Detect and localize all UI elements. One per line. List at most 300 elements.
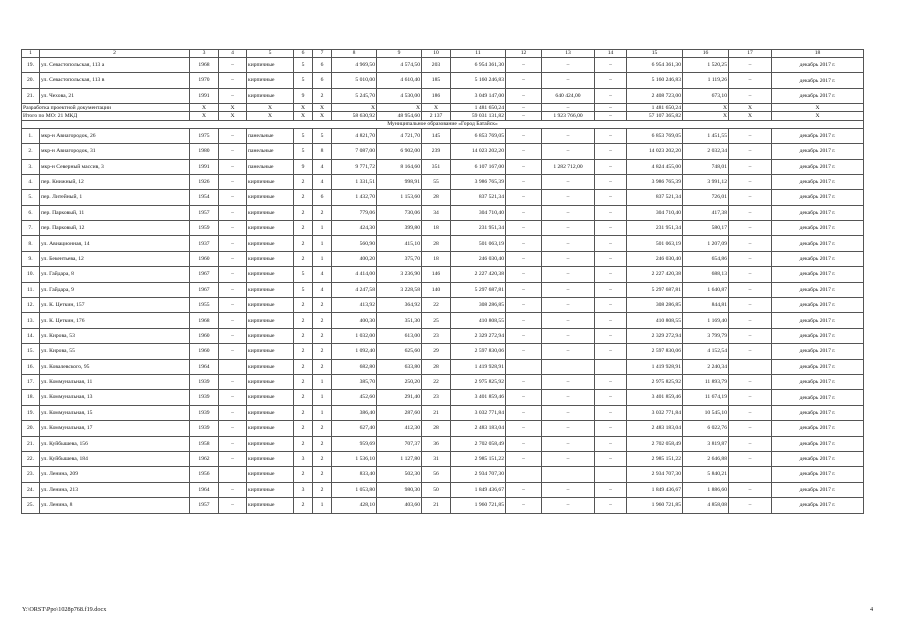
table-cell: 11 893,79 [683, 374, 729, 389]
table-cell: 57 107 365,82 [627, 112, 683, 120]
column-number-cell: 11 [451, 50, 506, 58]
table-cell: ул. Ленина, 8 [40, 498, 190, 513]
table-cell: – [219, 236, 247, 251]
table-cell: 5 010,00 [332, 73, 377, 88]
table-cell: кирпичные [247, 236, 294, 251]
table-cell: 3 032 771,84 [627, 405, 683, 420]
table-cell: 1 119,26 [683, 73, 729, 88]
table-row [22, 174, 864, 189]
table-cell: декабрь 2017 г. [772, 205, 864, 220]
table-cell: 2 975 825,92 [627, 374, 683, 389]
table-cell: ул. Чехова, 21 [40, 88, 190, 103]
table-cell: 9 [294, 159, 313, 174]
housing-repair-table [21, 49, 864, 514]
table-cell: кирпичные [247, 390, 294, 405]
table-cell: – [506, 104, 542, 112]
column-number-cell: 10 [422, 50, 451, 58]
table-cell: 1 [313, 498, 332, 513]
table-cell: 748,01 [683, 159, 729, 174]
table-cell: – [506, 374, 542, 389]
table-cell: 50 [422, 482, 451, 497]
table-cell: 1 [313, 221, 332, 236]
table-cell: 308 286,85 [627, 298, 683, 313]
table-cell: 1968 [190, 58, 219, 73]
column-number-cell: 14 [595, 50, 627, 58]
table-cell: X [294, 104, 313, 112]
table-cell: кирпичные [247, 344, 294, 359]
table-cell: 415,10 [377, 236, 422, 251]
table-cell: декабрь 2017 г. [772, 390, 864, 405]
table-cell: – [729, 344, 772, 359]
table-cell: 4 858,08 [683, 498, 729, 513]
table-cell: декабрь 2017 г. [772, 313, 864, 328]
table-cell: 654,86 [683, 251, 729, 266]
table-cell: 3 991,12 [683, 174, 729, 189]
table-cell: 2. [22, 144, 40, 159]
table-cell: декабрь 2017 г. [772, 482, 864, 497]
table-cell: ул. Кирова, 55 [40, 344, 190, 359]
table-cell: X [247, 112, 294, 120]
table-cell: 4. [22, 174, 40, 189]
section-title-row [22, 120, 864, 128]
table-cell: 4 721,70 [377, 128, 422, 143]
table-cell: – [219, 205, 247, 220]
table-cell: – [542, 58, 595, 73]
table-cell: кирпичные [247, 313, 294, 328]
table-cell: – [219, 267, 247, 282]
table-cell: ул. Бекентьева, 12 [40, 251, 190, 266]
table-cell: – [219, 498, 247, 513]
table-cell: 400,20 [332, 251, 377, 266]
table-cell: пер. Парковый, 11 [40, 205, 190, 220]
table-cell: – [219, 451, 247, 466]
table-cell: 2 934 707,30 [451, 467, 506, 482]
table-cell: – [729, 390, 772, 405]
table-cell: декабрь 2017 г. [772, 374, 864, 389]
table-cell: 2 483 183,04 [627, 421, 683, 436]
table-cell: 1956 [190, 467, 219, 482]
table-row [22, 359, 864, 374]
table-cell: 2 227 420,38 [627, 267, 683, 282]
table-cell: 14 023 202,20 [627, 144, 683, 159]
table-cell: 2 329 272,94 [451, 328, 506, 343]
table-cell: – [506, 405, 542, 420]
table-cell: ул. Севастопольская, 113 в [40, 73, 190, 88]
table-cell: кирпичные [247, 405, 294, 420]
table-cell: 1967 [190, 267, 219, 282]
table-cell: 203 [422, 58, 451, 73]
table-cell: 1 [313, 390, 332, 405]
row-label: Разработка проектной документации [22, 104, 190, 112]
table-cell: – [595, 267, 627, 282]
table-cell: 6 022,76 [683, 421, 729, 436]
table-cell: 231 951,34 [451, 221, 506, 236]
table-cell: – [219, 251, 247, 266]
table-cell: 1991 [190, 159, 219, 174]
row-label: Итого по МО: 21 МКД [22, 112, 190, 120]
table-cell: 2 [313, 451, 332, 466]
table-cell: кирпичные [247, 436, 294, 451]
table-cell: 3 799,79 [683, 328, 729, 343]
table-cell: 2 985 151,22 [451, 451, 506, 466]
table-cell: кирпичные [247, 482, 294, 497]
table-cell: 424,30 [332, 221, 377, 236]
table-cell: декабрь 2017 г. [772, 421, 864, 436]
table-cell: 4 414,00 [332, 267, 377, 282]
table-cell: 452,60 [332, 390, 377, 405]
table-cell: 25. [22, 498, 40, 513]
table-cell: 6 [313, 58, 332, 73]
table-cell: – [506, 128, 542, 143]
table-cell: ул. Ковалевского, 95 [40, 359, 190, 374]
table-cell: 21 [422, 498, 451, 513]
table-cell: 3 819,87 [683, 436, 729, 451]
table-cell [506, 467, 542, 482]
table-cell: – [506, 73, 542, 88]
table-cell: 11 674,19 [683, 390, 729, 405]
table-cell: 4 152,54 [683, 344, 729, 359]
table-cell: – [729, 159, 772, 174]
table-cell: пер. Книжный, 12 [40, 174, 190, 189]
table-cell: – [506, 144, 542, 159]
table-row [22, 390, 864, 405]
table-cell: 673,10 [683, 88, 729, 103]
table-cell: – [219, 221, 247, 236]
table-cell: 1960 [190, 328, 219, 343]
table-cell: 1939 [190, 421, 219, 436]
table-cell: кирпичные [247, 421, 294, 436]
table-cell: – [542, 221, 595, 236]
table-cell: 25 [422, 313, 451, 328]
table-cell: 2 [294, 467, 313, 482]
table-cell: 833,40 [332, 467, 377, 482]
table-cell: – [729, 313, 772, 328]
table-cell: 2 [313, 205, 332, 220]
table-cell: 10 545,10 [683, 405, 729, 420]
table-cell: – [219, 405, 247, 420]
table-cell: – [219, 88, 247, 103]
table-cell: 707,37 [377, 436, 422, 451]
table-cell: 7 087,00 [332, 144, 377, 159]
table-cell: 1 520,25 [683, 58, 729, 73]
table-cell: – [729, 58, 772, 73]
table-cell: – [542, 282, 595, 297]
table-cell: 4 [313, 159, 332, 174]
table-cell: – [542, 451, 595, 466]
table-cell: 20. [22, 73, 40, 88]
table-cell: 417,38 [683, 205, 729, 220]
table-cell: 1 282 712,00 [542, 159, 595, 174]
table-cell: 1 153,60 [377, 190, 422, 205]
table-cell: – [595, 128, 627, 143]
table-cell: 2 [313, 436, 332, 451]
table-cell: 8 164,60 [377, 159, 422, 174]
table-cell: – [542, 498, 595, 513]
table-cell: 633,80 [377, 359, 422, 374]
table-cell: – [729, 374, 772, 389]
table-cell: декабрь 2017 г. [772, 328, 864, 343]
table-cell: 16. [22, 359, 40, 374]
table-row [22, 451, 864, 466]
table-cell: 1939 [190, 390, 219, 405]
table-row [22, 467, 864, 482]
table-cell: – [595, 344, 627, 359]
table-cell: 146 [422, 267, 451, 282]
table-cell: декабрь 2017 г. [772, 267, 864, 282]
table-cell: 13. [22, 313, 40, 328]
table-cell: 4 574,50 [377, 58, 422, 73]
table-cell: 18. [22, 390, 40, 405]
table-cell: 1. [22, 128, 40, 143]
table-cell: 3 049 147,00 [451, 88, 506, 103]
table-cell: 1970 [190, 73, 219, 88]
table-cell: 627,40 [332, 421, 377, 436]
table-cell: 502,30 [377, 467, 422, 482]
table-cell: 11. [22, 282, 40, 297]
table-cell: 5 [294, 58, 313, 73]
table-cell: 8. [22, 236, 40, 251]
table-cell: 12. [22, 298, 40, 313]
table-cell: 6. [22, 205, 40, 220]
table-cell: – [729, 421, 772, 436]
table-row [22, 128, 864, 143]
table-cell: 21 [422, 405, 451, 420]
table-cell: ул. Куйбышева, 156 [40, 436, 190, 451]
table-cell: ул. Кирова, 53 [40, 328, 190, 343]
table-cell: 4 821,70 [332, 128, 377, 143]
table-cell: – [219, 421, 247, 436]
table-cell: – [542, 104, 595, 112]
table-cell: 385,70 [332, 374, 377, 389]
table-cell: 246 030,40 [451, 251, 506, 266]
table-cell: декабрь 2017 г. [772, 467, 864, 482]
column-number-cell: 7 [313, 50, 332, 58]
table-cell: – [506, 313, 542, 328]
table-cell: X [683, 112, 729, 120]
table-cell: кирпичные [247, 190, 294, 205]
table-cell: 399,80 [377, 221, 422, 236]
table-cell: декабрь 2017 г. [772, 221, 864, 236]
table-cell: ул. Ленина, 209 [40, 467, 190, 482]
table-cell: 1 207,09 [683, 236, 729, 251]
table-row [22, 88, 864, 103]
table-cell: 1959 [190, 221, 219, 236]
table-cell: 3 032 771,84 [451, 405, 506, 420]
table-cell: декабрь 2017 г. [772, 73, 864, 88]
table-cell: 1 886,60 [683, 482, 729, 497]
table-cell: 2 [313, 467, 332, 482]
table-cell: 1 432,70 [332, 190, 377, 205]
table-cell: 1955 [190, 298, 219, 313]
table-cell: 688,13 [683, 267, 729, 282]
table-cell: 1 419 928,91 [451, 359, 506, 374]
table-cell: 3 [294, 482, 313, 497]
table-cell: 413,92 [332, 298, 377, 313]
table-cell: 29 [422, 344, 451, 359]
table-cell: – [595, 174, 627, 189]
table-row [22, 328, 864, 343]
table-cell: – [506, 267, 542, 282]
table-cell: 22. [22, 451, 40, 466]
table-cell: – [729, 88, 772, 103]
table-cell: 2 227 420,38 [451, 267, 506, 282]
table-cell: 1962 [190, 451, 219, 466]
table-cell: 239 [422, 144, 451, 159]
table-cell: 4 530,00 [377, 88, 422, 103]
table-cell: – [219, 190, 247, 205]
table-cell: декабрь 2017 г. [772, 451, 864, 466]
table-cell: – [506, 251, 542, 266]
table-cell: 4 [313, 282, 332, 297]
table-cell: 1967 [190, 282, 219, 297]
table-cell: 779,06 [332, 205, 377, 220]
table-cell [542, 467, 595, 482]
table-row [22, 436, 864, 451]
table-cell: 1958 [190, 436, 219, 451]
table-row [22, 374, 864, 389]
table-cell: X [377, 104, 422, 112]
table-cell: панельные [247, 159, 294, 174]
table-cell: 1991 [190, 88, 219, 103]
table-cell: – [219, 436, 247, 451]
table-row [22, 159, 864, 174]
table-cell: 7. [22, 221, 40, 236]
table-cell: 428,10 [332, 498, 377, 513]
table-cell: 31 [422, 451, 451, 466]
table-cell: декабрь 2017 г. [772, 58, 864, 73]
table-cell: кирпичные [247, 221, 294, 236]
table-cell: кирпичные [247, 328, 294, 343]
table-cell: декабрь 2017 г. [772, 144, 864, 159]
table-cell: – [542, 298, 595, 313]
table-cell: 23 [422, 390, 451, 405]
table-body [22, 50, 864, 514]
table-row [22, 405, 864, 420]
table-cell: – [595, 405, 627, 420]
table-cell: 24. [22, 482, 40, 497]
table-cell: – [219, 58, 247, 73]
table-cell: – [506, 436, 542, 451]
table-cell: 1 169,40 [683, 313, 729, 328]
table-cell: X [190, 104, 219, 112]
table-cell: X [313, 112, 332, 120]
table-cell: 8 [313, 144, 332, 159]
table-cell: 1 [313, 405, 332, 420]
table-cell: 386,40 [332, 405, 377, 420]
table-cell: – [219, 313, 247, 328]
table-cell: 140 [422, 282, 451, 297]
table-cell: – [542, 482, 595, 497]
table-cell: 18 [422, 221, 451, 236]
table-cell: панельные [247, 144, 294, 159]
table-cell: – [542, 190, 595, 205]
table-cell [506, 359, 542, 374]
table-cell: 1 960 721,85 [627, 498, 683, 513]
table-cell: – [506, 190, 542, 205]
table-cell: 2 032,34 [683, 144, 729, 159]
table-cell: кирпичные [247, 58, 294, 73]
table-cell: – [729, 251, 772, 266]
table-cell: X [247, 104, 294, 112]
table-cell: 2 597 830,06 [451, 344, 506, 359]
table-cell: 21. [22, 436, 40, 451]
table-cell: 5 [294, 282, 313, 297]
table-cell: 48 954,60 [377, 112, 422, 120]
table-cell: 2 [313, 421, 332, 436]
table-cell: – [542, 374, 595, 389]
table-cell: – [729, 267, 772, 282]
table-cell: – [595, 328, 627, 343]
table-cell: 250,20 [377, 374, 422, 389]
table-cell: – [506, 282, 542, 297]
footer-file-path: Y:\ORST\Ppo\1028p768.f19.docx [22, 606, 107, 613]
table-cell: 6 [313, 73, 332, 88]
table-cell: 28 [422, 236, 451, 251]
table-cell: – [506, 88, 542, 103]
table-cell: кирпичные [247, 374, 294, 389]
table-cell: 36 [422, 436, 451, 451]
table-row [22, 58, 864, 73]
table-cell: – [595, 236, 627, 251]
table-cell: 2 [313, 482, 332, 497]
table-cell: – [729, 405, 772, 420]
table-cell: – [542, 390, 595, 405]
table-cell: ул. Ленина, 213 [40, 482, 190, 497]
table-row [22, 482, 864, 497]
table-cell: – [595, 190, 627, 205]
table-cell: 501 063,19 [451, 236, 506, 251]
table-cell: – [506, 482, 542, 497]
table-cell: 145 [422, 128, 451, 143]
table-cell: 580,17 [683, 221, 729, 236]
table-row [22, 421, 864, 436]
table-row [22, 267, 864, 282]
table-cell: 28 [422, 421, 451, 436]
table-cell: декабрь 2017 г. [772, 405, 864, 420]
table-cell: ул. Коммунальная, 17 [40, 421, 190, 436]
table-cell: 2 [294, 221, 313, 236]
table-cell [219, 467, 247, 482]
table-cell: 2 702 058,49 [451, 436, 506, 451]
table-cell [595, 359, 627, 374]
table-cell: 58 630,92 [332, 112, 377, 120]
table-row [22, 498, 864, 513]
table-cell: – [219, 144, 247, 159]
table-cell: мкр-н Авиагородок, 31 [40, 144, 190, 159]
table-cell: – [506, 159, 542, 174]
table-cell: декабрь 2017 г. [772, 236, 864, 251]
table-cell: 3 401 859,46 [451, 390, 506, 405]
table-cell: – [506, 298, 542, 313]
table-cell: 14 023 202,20 [451, 144, 506, 159]
table-cell: кирпичные [247, 451, 294, 466]
table-cell: – [729, 236, 772, 251]
table-cell: – [595, 498, 627, 513]
table-cell: 3 401 859,46 [627, 390, 683, 405]
table-cell: – [595, 482, 627, 497]
table-cell: 6 954 361,30 [451, 58, 506, 73]
table-cell: 9. [22, 251, 40, 266]
table-cell: 1 [313, 236, 332, 251]
table-cell: 5 297 687,81 [627, 282, 683, 297]
table-cell: кирпичные [247, 282, 294, 297]
table-cell: 1957 [190, 498, 219, 513]
table-cell: 6 853 769,05 [451, 128, 506, 143]
table-cell: 6 954 361,30 [627, 58, 683, 73]
table-cell: – [595, 112, 627, 120]
table-row [22, 344, 864, 359]
table-cell: – [729, 482, 772, 497]
